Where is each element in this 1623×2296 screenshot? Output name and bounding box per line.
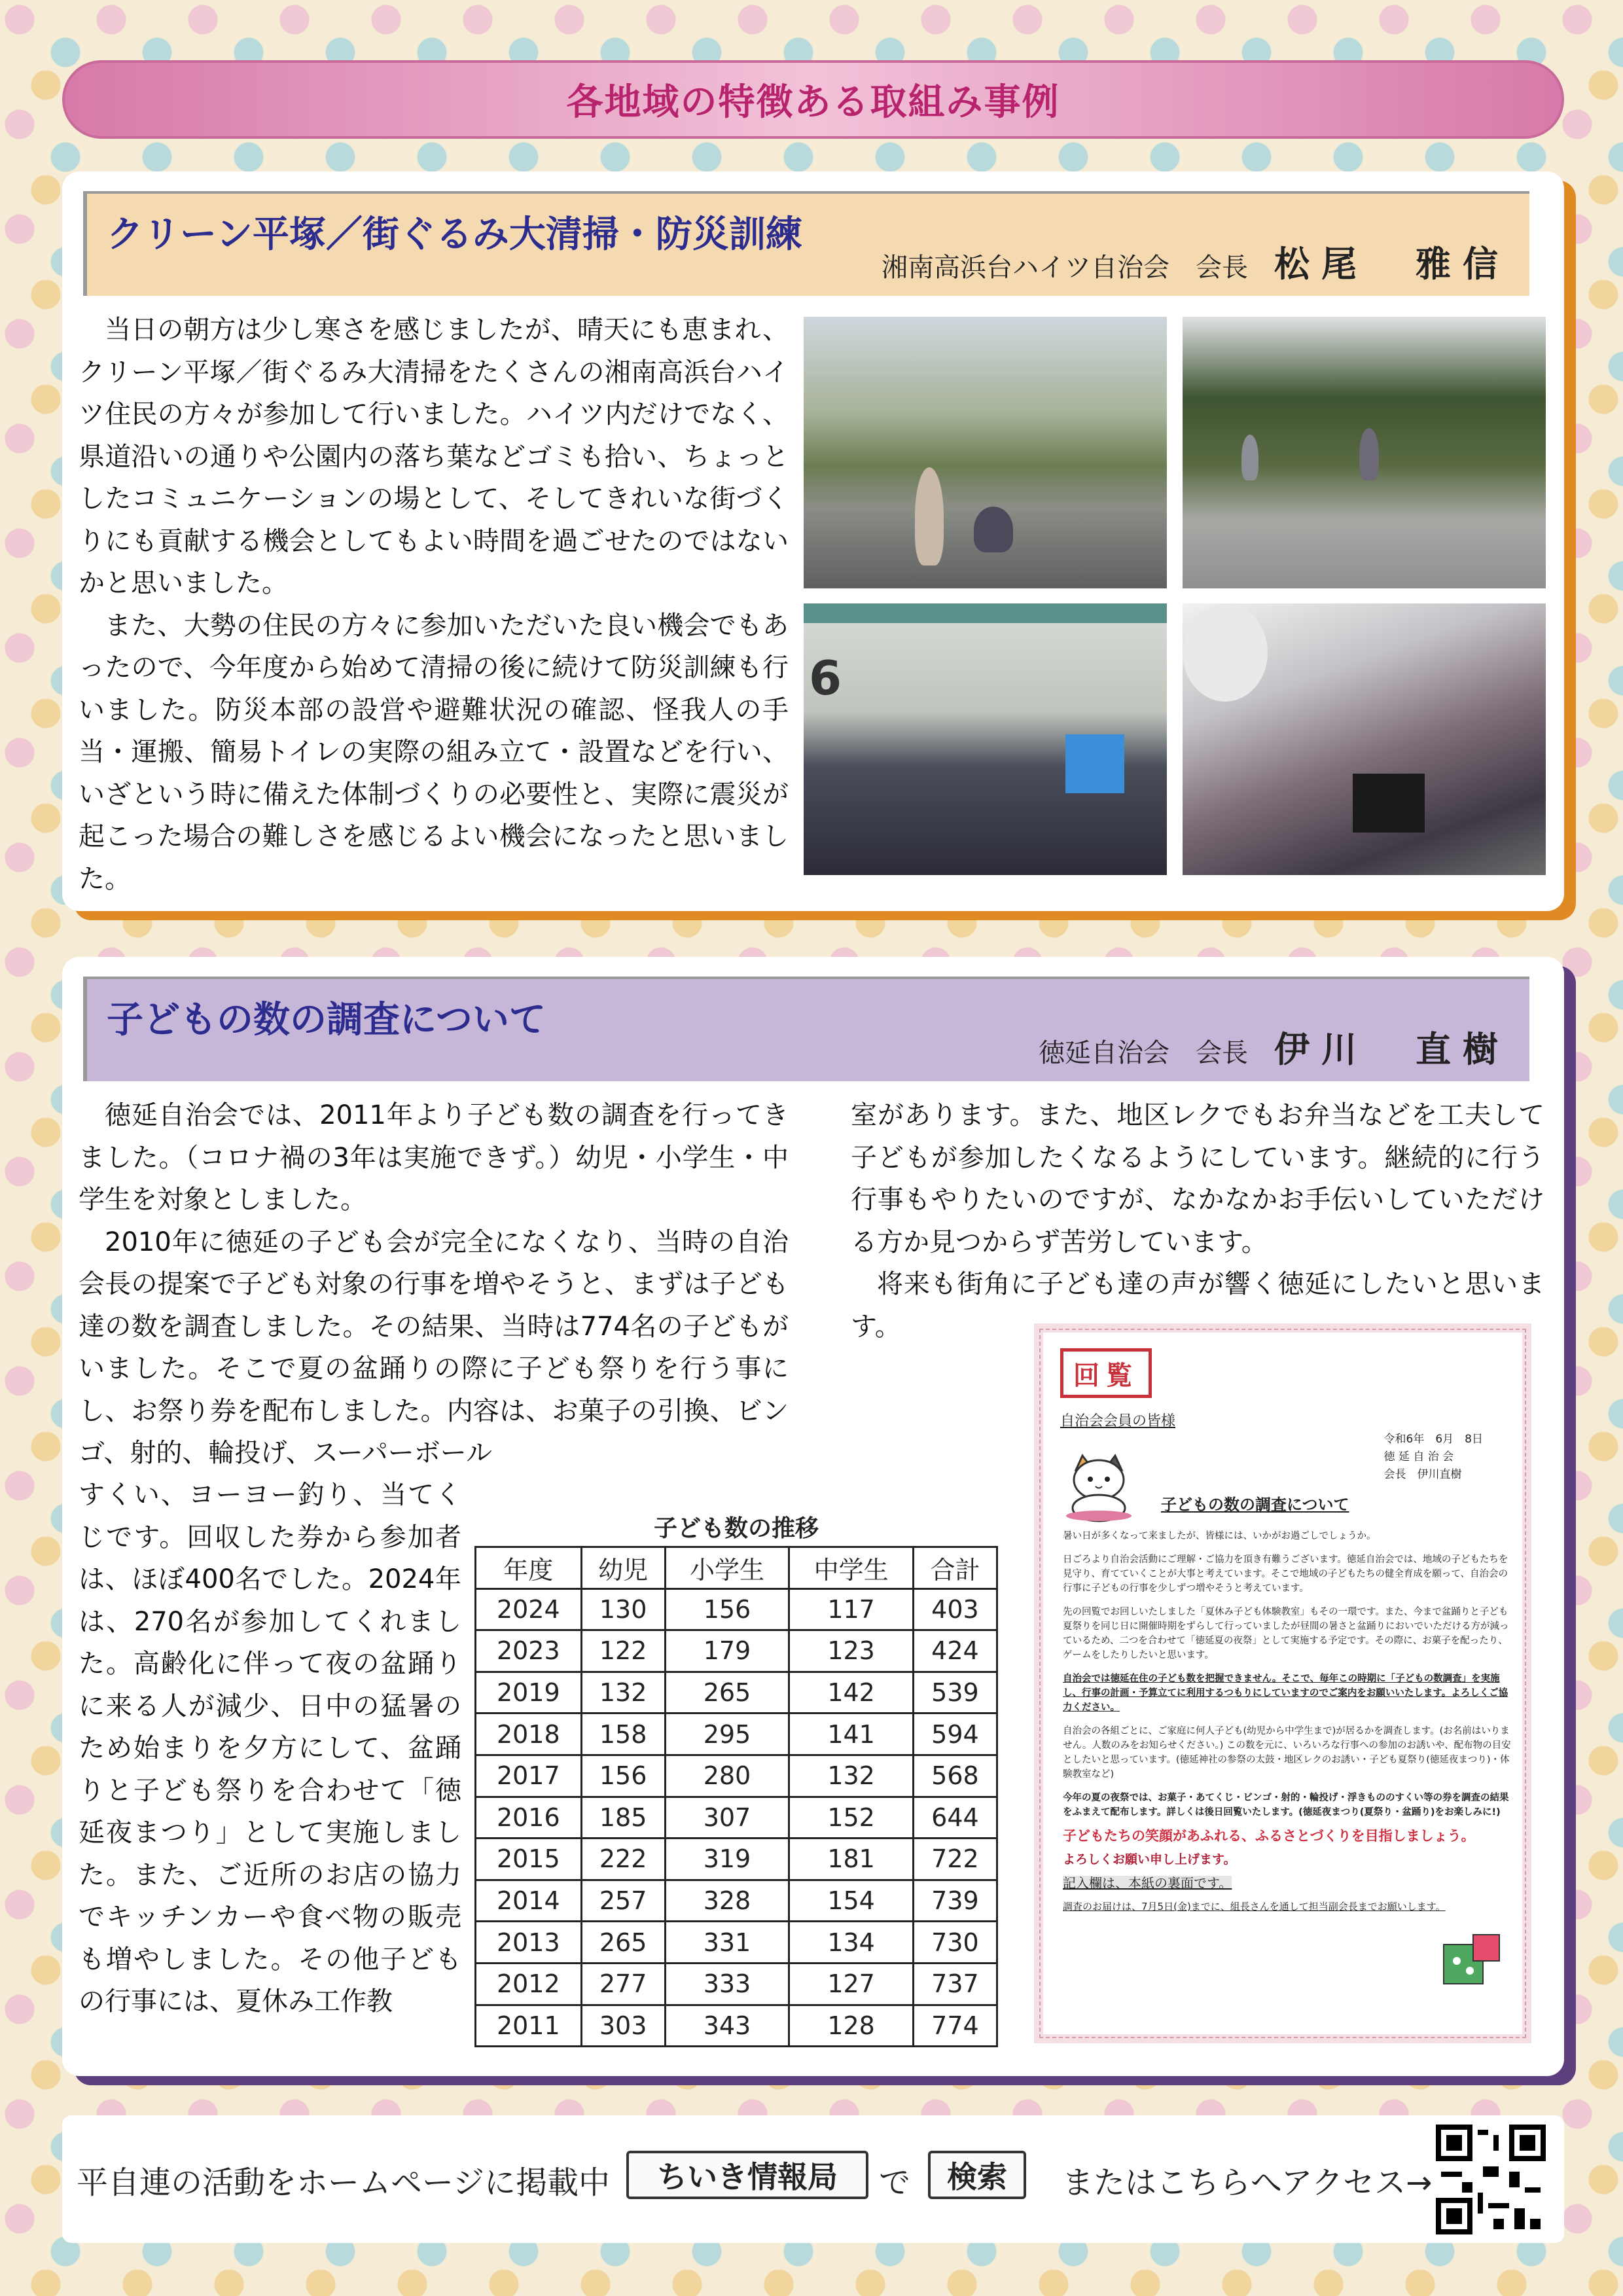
article1-title: クリーン平塚／街ぐるみ大清掃・防災訓練: [107, 213, 802, 256]
table-cell: 737: [913, 1963, 997, 2005]
notice-chair: 会長 伊川直樹: [1383, 1468, 1462, 1481]
table-cell: 343: [665, 2005, 789, 2047]
table-cell: 2014: [476, 1880, 582, 1922]
table-cell: 134: [789, 1922, 914, 1964]
table-cell: 181: [789, 1839, 914, 1880]
page-title: 各地域の特徴ある取組み事例: [566, 81, 1060, 124]
article1-title-band: [83, 191, 1529, 296]
photo-street-cleaning: [1183, 317, 1546, 588]
table-cell: 158: [581, 1713, 665, 1755]
search-keyword-box[interactable]: ちいき情報局: [626, 2151, 868, 2199]
notice-line: 自治会の各組ごとに、ご家庭に何人子ども(幼児から中学生まで)が居るかを調査します。(お名前はいりません。人数のみをお知らせください。) この数を元に、いろいろな行事への参加のお誘いや、配布物の目安としたいと思っています。(徳延神社の参祭の太鼓・地区レクのお誘い・子ども夏祭り(徳延夜まつり)・体験教室など): [1063, 1726, 1511, 1780]
footer-bar: [62, 2115, 1564, 2243]
qr-code-icon[interactable]: [1436, 2125, 1546, 2234]
notice-line: 暑い日が多くなって来ましたが、皆様には、いかがお過ごしでしょうか。: [1063, 1531, 1376, 1541]
bingo-gift-icon: [1437, 1931, 1503, 1990]
person-figure: [1359, 428, 1379, 480]
children-count-table: [474, 1546, 998, 2047]
table-cell: 539: [913, 1672, 997, 1713]
article2-author-name: 伊川 直樹: [1274, 1029, 1510, 1070]
person-figure: [974, 507, 1013, 552]
article2-paragraph: 室があります。また、地区レクでもお弁当などを工夫して子どもが参加したくなるようにしています。継続的に行う行事もやりたいのですが、なかなかお手伝いしていただける方か見つからず苦労しています。: [851, 1100, 1544, 1257]
table-cell: 328: [665, 1880, 789, 1922]
toilet-box: [1353, 774, 1425, 833]
article1-author-name: 松尾 雅信: [1274, 243, 1510, 285]
table-cell: 2017: [476, 1755, 582, 1797]
table-cell: 156: [665, 1588, 789, 1630]
table-body: [476, 1588, 997, 2047]
table-cell: 2018: [476, 1713, 582, 1755]
notice-entry: 記入欄は、本紙の裏面です。: [1063, 1875, 1232, 1891]
photo-assembling-toilet: [1183, 603, 1546, 875]
article-children-survey: [62, 957, 1564, 2076]
table-cell: 179: [665, 1630, 789, 1672]
table-cell: 2012: [476, 1963, 582, 2005]
table-row: [476, 1588, 997, 1630]
table-cell: 128: [789, 2005, 914, 2047]
table-cell: 265: [581, 1922, 665, 1964]
building-number: 6: [809, 651, 842, 706]
table-cell: 257: [581, 1880, 665, 1922]
page-header: [62, 60, 1564, 139]
table-cell: 424: [913, 1630, 997, 1672]
table-row: [476, 1630, 997, 1672]
circular-notice: [1034, 1323, 1531, 2043]
notice-stamp: 回覧: [1060, 1348, 1152, 1398]
notice-title: 子どもの数の調査について: [1161, 1496, 1349, 1514]
table-cell: 2016: [476, 1797, 582, 1839]
table-cell: 2019: [476, 1672, 582, 1713]
table-cell: 739: [913, 1880, 997, 1922]
table-header-cell: 幼児: [581, 1547, 665, 1589]
building-roof: [804, 603, 1167, 623]
table-row: [476, 1713, 997, 1755]
table-cell: 152: [789, 1797, 914, 1839]
table-cell: 154: [789, 1880, 914, 1922]
table-cell: 307: [665, 1797, 789, 1839]
table-header-cell: 中学生: [789, 1547, 914, 1589]
table-header-cell: 小学生: [665, 1547, 789, 1589]
table-cell: 280: [665, 1755, 789, 1797]
table-cell: 295: [665, 1713, 789, 1755]
article1-paragraph: また、大勢の住民の方々に参加いただいた良い機会でもあったので、今年度から始めて清掃の後に続けて防災訓練も行いました。防災本部の設営や避難状況の確認、怪我人の手当・運搬、簡易トイレの実際の組み立て・設置などを行い、いざという時に備えた体制づくりの必要性と、実際に震災が起こった場合の難しさを感じるよい機会になったと思いました。: [79, 610, 789, 894]
notice-org: 徳 延 自 治 会: [1383, 1450, 1454, 1463]
table-cell: 2011: [476, 2005, 582, 2047]
table-cell: 117: [789, 1588, 914, 1630]
article2-paragraph: 将来も街角に子ども達の声が響く徳延にしたいと思います。: [851, 1269, 1544, 1342]
article2-body-right: [851, 1094, 1544, 1348]
notice-deadline: 調査のお届けは、7月5日(金)までに、組長さんを通して担当副会長までお願いします。: [1063, 1901, 1446, 1912]
article2-body-left: [79, 1474, 461, 2023]
table-cell: 568: [913, 1755, 997, 1797]
table-row: [476, 1880, 997, 1922]
photo-residents-cleaning-park: [804, 317, 1167, 588]
person-figure: [1241, 435, 1258, 480]
table-cell: 2024: [476, 1588, 582, 1630]
article1-author: [882, 236, 1510, 287]
table-cell: 2015: [476, 1839, 582, 1880]
notice-regards: よろしくお願い申し上げます。: [1063, 1852, 1236, 1867]
table-cell: 222: [581, 1839, 665, 1880]
article2-paragraph: 2010年に徳延の子ども会が完全になくなり、当時の自治会長の提案で子ども対象の行事を増やそうと、まずは子ども達の数を調査しました。その結果、当時は774名の子どもがいました。そこで夏の盆踊りの際に子ども祭りを行う事にし、お祭り券を配布しました。内容は、お菓子の引換、ビンゴ、射的、輪投げ、スーパーボール: [79, 1227, 789, 1468]
table-row: [476, 1755, 997, 1797]
table-cell: 185: [581, 1797, 665, 1839]
person-figure: [915, 467, 944, 565]
notice-date-block: [1384, 1431, 1483, 1484]
table-cell: 156: [581, 1755, 665, 1797]
cat-illustration-icon: [1063, 1450, 1135, 1522]
helmet: [1183, 603, 1268, 702]
table-row: [476, 1839, 997, 1880]
table-cell: 594: [913, 1713, 997, 1755]
table-cell: 319: [665, 1839, 789, 1880]
notice-slogan: 子どもたちの笑顔があふれる、ふるさとづくりを目指しましょう。: [1063, 1828, 1475, 1844]
table-cell: 127: [789, 1963, 914, 2005]
notice-line: 先の回覧でお回しいたしました「夏休み子ども体験教室」もその一環です。また、今まで盆踊りと子ども夏祭りを同じ日に開催時期をずらして行っていましたが昼間の暑さと盆踊りにおいでいただける方が減っているため、二つを合わせて「徳延夏の夜祭」として実施する予定です。その際に、お菓子を配ったり、ゲームをしたりしたいと思います。: [1063, 1607, 1509, 1660]
notice-addressee: 自治会会員の皆様: [1060, 1413, 1176, 1429]
table-cell: 2013: [476, 1922, 582, 1964]
blue-bag: [1065, 734, 1124, 793]
table-cell: 141: [789, 1713, 914, 1755]
table-cell: 303: [581, 2005, 665, 2047]
table-header-cell: 合計: [913, 1547, 997, 1589]
notice-line: 今年の夏の夜祭では、お菓子・あてくじ・ビンゴ・射的・輪投げ・浮きもののすくい等の券を調査の結果をふまえて配布します。詳しくは後日回覧いたします。(徳延夜まつり(夏祭り・盆踊り)をお楽しみに!): [1063, 1793, 1509, 1818]
notice-line: 自治会では徳延在住の子ども数を把握できません。そこで、毎年この時期に「子どもの数調査」を実施し、行事の計画・予算立てに利用するつもりにしていますのでご案内をお願いいたします。よろしくご協力ください。: [1063, 1674, 1508, 1713]
article1-body: [79, 309, 789, 900]
article2-title: 子どもの数の調査について: [107, 999, 546, 1041]
search-button[interactable]: 検索: [928, 2151, 1026, 2199]
notice-body: [1063, 1529, 1514, 1923]
article1-paragraph: 当日の朝方は少し寒さを感じましたが、晴天にも恵まれ、クリーン平塚／街ぐるみ大清掃をたくさんの湘南高浜台ハイツ住民の方々が参加して行いました。ハイツ内だけでなく、県道沿いの通りや公園内の落ち葉などゴミも拾い、ちょっとしたコミュニケーションの場として、そしてきれいな街づくりにも貢献する機会としてもよい時間を過ごせたのではないかと思いました。: [79, 315, 789, 598]
table-title: 子ども数の推移: [653, 1515, 819, 1542]
table-row: [476, 1797, 997, 1839]
table-cell: 130: [581, 1588, 665, 1630]
table-cell: 122: [581, 1630, 665, 1672]
table-cell: 123: [789, 1630, 914, 1672]
article2-author-org: 徳延自治会 会長: [1039, 1038, 1248, 1068]
table-cell: 333: [665, 1963, 789, 2005]
notice-line: 日ごろより自治会活動にご理解・ご協力を頂き有難うございます。徳延自治会では、地域の子どもたちを見守り、育てていくことが大事と考えています。そこで地域の子どもたちの健全育成を願って、自治会の行事に子どもの行事を少しずつ増やそうと考えています。: [1063, 1554, 1508, 1594]
table-header-row: [476, 1547, 997, 1589]
article-clean-up: [62, 171, 1564, 911]
footer-text-2: で: [879, 2164, 911, 2201]
footer-text-3: またはこちらへアクセス→: [1062, 2164, 1433, 2201]
table-header-cell: 年度: [476, 1547, 582, 1589]
article1-author-org: 湘南高浜台ハイツ自治会 会長: [882, 253, 1248, 283]
table-cell: 730: [913, 1922, 997, 1964]
table-cell: 331: [665, 1922, 789, 1964]
table-cell: 2023: [476, 1630, 582, 1672]
notice-date: 令和6年 6月 8日: [1383, 1433, 1483, 1446]
table-cell: 644: [913, 1797, 997, 1839]
article2-author: [1039, 1022, 1510, 1072]
table-row: [476, 1963, 997, 2005]
table-row: [476, 1672, 997, 1713]
table-cell: 265: [665, 1672, 789, 1713]
table-cell: 132: [581, 1672, 665, 1713]
table-cell: 277: [581, 1963, 665, 2005]
table-cell: 142: [789, 1672, 914, 1713]
article2-paragraph: すくい、ヨーヨー釣り、当てくじです。回収した券から参加者は、ほぼ400名でした。2024年は、270名が参加してくれました。高齢化に伴って夜の盆踊りに来る人が減少、日中の猛暑のため始まりを夕方にして、盆踊りと子ども祭りを合わせて「徳延夜まつり」として実施しました。また、ご近所のお店の協力でキッチンカーや食べ物の販売も増やしました。その他子どもの行事には、夏休み工作教: [79, 1480, 461, 2017]
table-cell: 132: [789, 1755, 914, 1797]
article2-paragraph: 徳延自治会では、2011年より子ども数の調査を行ってきました。（コロナ禍の3年は実施できず。）幼児・小学生・中学生を対象としました。: [79, 1100, 789, 1215]
table-cell: 722: [913, 1839, 997, 1880]
footer-text-1: 平自連の活動をホームページに掲載中: [77, 2164, 611, 2201]
table-cell: 403: [913, 1588, 997, 1630]
article2-title-band: [83, 977, 1529, 1081]
article2-body-top: [79, 1094, 789, 1475]
table-row: [476, 2005, 997, 2047]
photo-disaster-drill-gathering: [804, 603, 1167, 875]
table-cell: 774: [913, 2005, 997, 2047]
table-row: [476, 1922, 997, 1964]
